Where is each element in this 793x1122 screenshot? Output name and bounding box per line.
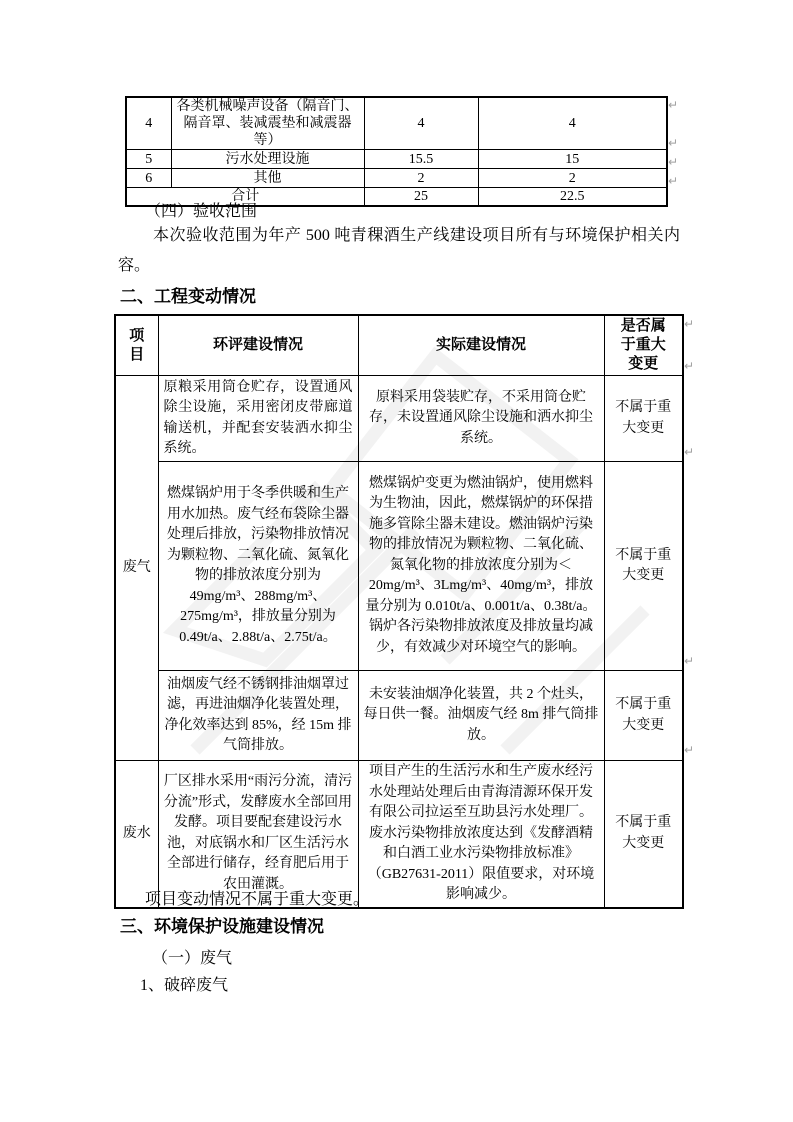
cell-eia: 燃煤锅炉用于冬季供暖和生产用水加热。废气经布袋除尘器处理后排放，污染物排放情况为颗粒物、二氧化硫、氮氧化物的排放浓度分别为49mg/m³、288mg/m³、275mg/m³，排放量分别为0.49t/a、2.88t/a、2.75t/a。 [158,462,358,671]
paragraph-mark-icon: ↵ [668,98,679,112]
paragraph-mark-icon: ↵ [684,359,695,373]
paragraph-mark-icon: ↵ [668,174,679,188]
col-header-major-change: 是否属于重大变更 [604,315,683,376]
section-4-title: （四）验收范围 [145,203,258,220]
project-change-table [114,314,684,909]
subsection-waste-gas-title: （一）废气 [152,950,233,967]
cell-actual: 项目产生的生活污水和生产废水经污水处理站处理后由青海清源环保开发有限公司拉运至互助县污水处理厂。废水污染物排放浓度达到《发酵酒精和白酒工业水污染物排放标准》（GB27631-2011）限值要求，对环境影响减少。 [358,761,604,908]
paragraph-mark-icon: ↵ [684,654,695,668]
cell-major-change: 不属于重大变更 [604,462,683,671]
col-header-item: 项目 [115,315,158,376]
section-4-body: 本次验收范围为年产 500 吨青稞酒生产线建设项目所有与环境保护相关内容。 [118,227,680,274]
total-label: 合计 [126,188,364,207]
table-header-row [115,315,683,376]
facility-name: 各类机械噪声设备（隔音门、隔音罩、装减震垫和减震器等） [171,97,364,150]
paragraph-mark-icon: ↵ [668,136,679,150]
cell-actual: 未安装油烟净化装置，共 2 个灶头，每日供一餐。油烟废气经 8m 排气筒排放。 [358,671,604,761]
table-row [126,150,667,169]
heading-env-protection-facilities: 三、环境保护设施建设情况 [120,917,324,936]
cell-major-change: 不属于重大变更 [604,761,683,908]
table-row [126,169,667,188]
paragraph-mark-icon: ↵ [684,445,695,459]
table-row-cooking-fume [115,671,683,761]
heading-project-changes: 二、工程变动情况 [120,287,256,306]
facility-name: 污水处理设施 [171,150,364,169]
value-planned: 4 [364,97,478,150]
row-group-wastewater: 废水 [115,761,158,908]
paragraph-mark-icon: ↵ [668,155,679,169]
value-planned: 15.5 [364,150,478,169]
value-actual: 4 [478,97,667,150]
value-planned: 2 [364,169,478,188]
item-crushing-waste-gas-title: 1、破碎废气 [140,977,229,994]
row-number: 4 [126,97,171,150]
total-planned: 25 [364,188,478,207]
cell-actual: 原料采用袋装贮存，不采用筒仓贮存，未设置通风除尘设施和洒水抑尘系统。 [358,376,604,462]
paragraph-mark-icon: ↵ [684,317,695,331]
col-header-actual: 实际建设情况 [358,315,604,376]
row-number: 6 [126,169,171,188]
value-actual: 2 [478,169,667,188]
table-row-boiler [115,462,683,671]
cell-actual: 燃煤锅炉变更为燃油锅炉，使用燃料为生物油，因此，燃煤锅炉的环保措施多管除尘器未建设。燃油锅炉污染物的排放情况为颗粒物、二氧化硫、氮氧化物的排放浓度分别为＜20mg/m³、3Lmg/m³、40mg/m³，排放量分别为 0.010t/a、0.001t/a、0.38t/a。锅炉各污染物排放浓度及排放量均减少，有效减少对环境空气的影响。 [358,462,604,671]
value-actual: 15 [478,150,667,169]
acceptance-investment-table [125,96,668,207]
cell-eia: 油烟废气经不锈钢排油烟罩过滤，再进油烟净化装置处理，净化效率达到 85%，经 15m 排气筒排放。 [158,671,358,761]
cell-major-change: 不属于重大变更 [604,671,683,761]
note-after-table: 项目变动情况不属于重大变更。 [145,891,370,908]
paragraph-mark-icon: ↵ [684,743,695,757]
col-header-eia: 环评建设情况 [158,315,358,376]
cell-eia: 原粮采用筒仓贮存，设置通风除尘设施，采用密闭皮带廊道输送机，并配套安装洒水抑尘系统。 [158,376,358,462]
row-number: 5 [126,150,171,169]
cell-eia: 厂区排水采用“雨污分流，清污分流”形式，发酵废水全部回用发酵。项目要配套建设污水池，对底锅水和厂区生活污水全部进行储存，经育肥后用于农田灌溉。 [158,761,358,908]
table-row [126,97,667,150]
total-actual: 22.5 [478,188,667,207]
facility-name: 其他 [171,169,364,188]
table-row-grain-dust [115,376,683,462]
cell-major-change: 不属于重大变更 [604,376,683,462]
row-group-waste-gas: 废气 [115,376,158,761]
